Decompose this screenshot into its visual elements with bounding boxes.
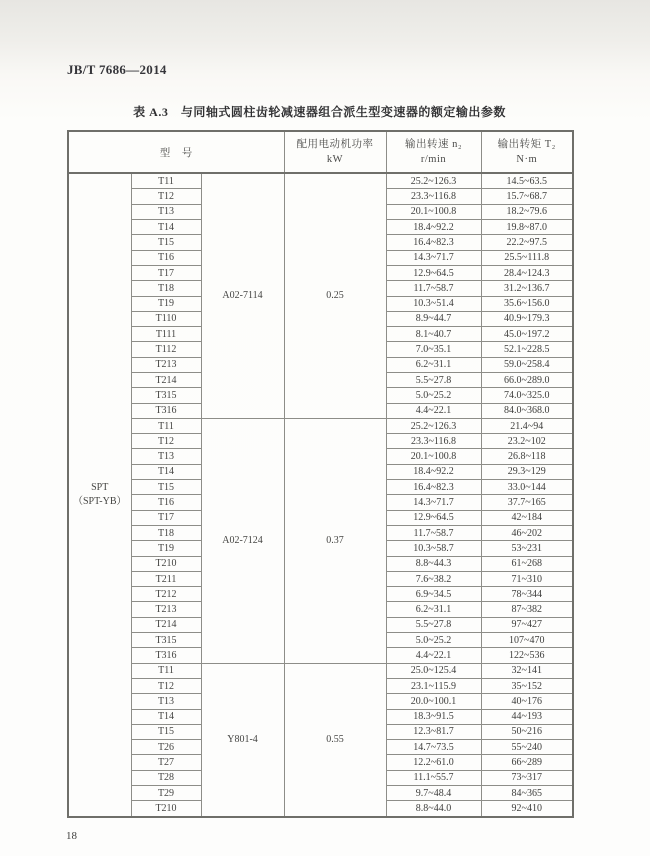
torque-cell: 15.7~68.7 [481, 189, 573, 204]
header-power [284, 131, 386, 173]
speed-cell: 4.4~22.1 [386, 403, 481, 418]
model-cell: T210 [131, 801, 201, 817]
speed-cell: 25.0~125.4 [386, 663, 481, 678]
model-cell: T13 [131, 694, 201, 709]
speed-cell: 14.3~71.7 [386, 250, 481, 265]
speed-cell: 8.8~44.0 [386, 801, 481, 817]
header-torque-unit: N·m [516, 154, 538, 165]
header-row [68, 131, 573, 173]
torque-cell: 50~216 [481, 724, 573, 739]
torque-cell: 26.8~118 [481, 449, 573, 464]
torque-cell: 55~240 [481, 740, 573, 755]
header-speed [386, 131, 481, 173]
torque-cell: 92~410 [481, 801, 573, 817]
speed-cell: 25.2~126.3 [386, 173, 481, 189]
model-cell: T18 [131, 281, 201, 296]
model-cell: T15 [131, 235, 201, 250]
speed-cell: 23.3~116.8 [386, 434, 481, 449]
speed-cell: 8.9~44.7 [386, 311, 481, 326]
torque-cell: 19.8~87.0 [481, 220, 573, 235]
torque-cell: 35.6~156.0 [481, 296, 573, 311]
model-cell: T16 [131, 495, 201, 510]
model-cell: T15 [131, 724, 201, 739]
torque-cell: 35~152 [481, 678, 573, 693]
speed-cell: 11.7~58.7 [386, 525, 481, 540]
motor-model-cell: A02-7114 [201, 173, 284, 418]
torque-cell: 22.2~97.5 [481, 235, 573, 250]
torque-cell: 59.0~258.4 [481, 357, 573, 372]
model-cell: T27 [131, 755, 201, 770]
torque-cell: 84~365 [481, 786, 573, 801]
model-cell: T26 [131, 740, 201, 755]
speed-cell: 6.2~31.1 [386, 602, 481, 617]
speed-cell: 18.4~92.2 [386, 464, 481, 479]
header-torque [481, 131, 573, 173]
speed-cell: 20.1~100.8 [386, 204, 481, 219]
header-speed-label: 输出转速 n₂ [404, 139, 463, 150]
torque-cell: 45.0~197.2 [481, 327, 573, 342]
table-row [68, 663, 573, 678]
model-cell: T14 [131, 464, 201, 479]
series-label-line2: （SPT-YB） [72, 496, 127, 507]
model-cell: T210 [131, 556, 201, 571]
torque-cell: 23.2~102 [481, 434, 573, 449]
model-cell: T110 [131, 311, 201, 326]
motor-model-cell: A02-7124 [201, 418, 284, 663]
model-cell: T19 [131, 541, 201, 556]
speed-cell: 23.1~115.9 [386, 678, 481, 693]
header-speed-unit: r/min [420, 154, 447, 165]
speed-cell: 5.0~25.2 [386, 633, 481, 648]
model-cell: T29 [131, 786, 201, 801]
power-cell: 0.25 [284, 173, 386, 418]
torque-cell: 32~141 [481, 663, 573, 678]
doc-number: JB/T 7686—2014 [67, 62, 167, 77]
table-row [68, 173, 573, 189]
table-row [68, 418, 573, 433]
model-cell: T111 [131, 327, 201, 342]
table-title: 表 A.3 与同轴式圆柱齿轮减速器组合派生型变速器的额定输出参数 [133, 105, 506, 119]
torque-cell: 52.1~228.5 [481, 342, 573, 357]
speed-cell: 12.3~81.7 [386, 724, 481, 739]
torque-cell: 28.4~124.3 [481, 265, 573, 280]
model-cell: T316 [131, 403, 201, 418]
torque-cell: 25.5~111.8 [481, 250, 573, 265]
torque-cell: 74.0~325.0 [481, 388, 573, 403]
model-cell: T112 [131, 342, 201, 357]
speed-cell: 10.3~58.7 [386, 541, 481, 556]
speed-cell: 16.4~82.3 [386, 235, 481, 250]
torque-cell: 87~382 [481, 602, 573, 617]
torque-cell: 66~289 [481, 755, 573, 770]
speed-cell: 6.2~31.1 [386, 357, 481, 372]
torque-cell: 40~176 [481, 694, 573, 709]
model-cell: T14 [131, 709, 201, 724]
torque-cell: 37.7~165 [481, 495, 573, 510]
speed-cell: 5.5~27.8 [386, 617, 481, 632]
table-body [68, 173, 573, 817]
ratings-table [67, 130, 574, 818]
power-cell: 0.55 [284, 663, 386, 817]
speed-cell: 18.4~92.2 [386, 220, 481, 235]
speed-cell: 11.1~55.7 [386, 770, 481, 785]
speed-cell: 12.2~61.0 [386, 755, 481, 770]
model-cell: T213 [131, 357, 201, 372]
model-cell: T13 [131, 449, 201, 464]
speed-cell: 8.1~40.7 [386, 327, 481, 342]
page-number: 18 [66, 830, 77, 842]
speed-cell: 11.7~58.7 [386, 281, 481, 296]
speed-cell: 8.8~44.3 [386, 556, 481, 571]
speed-cell: 4.4~22.1 [386, 648, 481, 663]
model-cell: T28 [131, 770, 201, 785]
torque-cell: 78~344 [481, 587, 573, 602]
model-cell: T214 [131, 617, 201, 632]
speed-cell: 16.4~82.3 [386, 480, 481, 495]
speed-cell: 12.9~64.5 [386, 265, 481, 280]
model-cell: T19 [131, 296, 201, 311]
model-cell: T212 [131, 587, 201, 602]
power-cell: 0.37 [284, 418, 386, 663]
speed-cell: 10.3~51.4 [386, 296, 481, 311]
model-cell: T315 [131, 633, 201, 648]
torque-cell: 53~231 [481, 541, 573, 556]
model-cell: T18 [131, 525, 201, 540]
speed-cell: 20.1~100.8 [386, 449, 481, 464]
model-cell: T315 [131, 388, 201, 403]
torque-cell: 107~470 [481, 633, 573, 648]
model-cell: T13 [131, 204, 201, 219]
torque-cell: 44~193 [481, 709, 573, 724]
speed-cell: 7.6~38.2 [386, 571, 481, 586]
torque-cell: 66.0~289.0 [481, 373, 573, 388]
model-cell: T11 [131, 663, 201, 678]
torque-cell: 33.0~144 [481, 480, 573, 495]
header-power-unit: kW [326, 154, 344, 165]
header-power-label: 配用电动机功率 [296, 139, 374, 150]
speed-cell: 7.0~35.1 [386, 342, 481, 357]
torque-cell: 97~427 [481, 617, 573, 632]
speed-cell: 25.2~126.3 [386, 418, 481, 433]
torque-cell: 46~202 [481, 525, 573, 540]
torque-cell: 29.3~129 [481, 464, 573, 479]
model-cell: T16 [131, 250, 201, 265]
torque-cell: 21.4~94 [481, 418, 573, 433]
motor-model-cell: Y801-4 [201, 663, 284, 817]
model-cell: T12 [131, 189, 201, 204]
torque-cell: 42~184 [481, 510, 573, 525]
torque-cell: 73~317 [481, 770, 573, 785]
model-cell: T17 [131, 265, 201, 280]
speed-cell: 14.7~73.5 [386, 740, 481, 755]
torque-cell: 18.2~79.6 [481, 204, 573, 219]
torque-cell: 40.9~179.3 [481, 311, 573, 326]
model-cell: T211 [131, 571, 201, 586]
speed-cell: 20.0~100.1 [386, 694, 481, 709]
torque-cell: 122~536 [481, 648, 573, 663]
speed-cell: 18.3~91.5 [386, 709, 481, 724]
torque-cell: 71~310 [481, 571, 573, 586]
model-cell: T316 [131, 648, 201, 663]
series-label-line1: SPT [91, 482, 109, 493]
torque-cell: 61~268 [481, 556, 573, 571]
speed-cell: 14.3~71.7 [386, 495, 481, 510]
model-cell: T214 [131, 373, 201, 388]
torque-cell: 14.5~63.5 [481, 173, 573, 189]
header-torque-label: 输出转矩 T₂ [497, 139, 556, 150]
torque-cell: 31.2~136.7 [481, 281, 573, 296]
model-cell: T12 [131, 434, 201, 449]
speed-cell: 5.0~25.2 [386, 388, 481, 403]
header-model: 型 号 [68, 131, 284, 173]
series-label [68, 173, 131, 817]
speed-cell: 6.9~34.5 [386, 587, 481, 602]
model-cell: T15 [131, 480, 201, 495]
torque-cell: 84.0~368.0 [481, 403, 573, 418]
model-cell: T14 [131, 220, 201, 235]
model-cell: T11 [131, 173, 201, 189]
speed-cell: 12.9~64.5 [386, 510, 481, 525]
model-cell: T17 [131, 510, 201, 525]
model-cell: T12 [131, 678, 201, 693]
speed-cell: 5.5~27.8 [386, 373, 481, 388]
model-cell: T213 [131, 602, 201, 617]
model-cell: T11 [131, 418, 201, 433]
speed-cell: 9.7~48.4 [386, 786, 481, 801]
speed-cell: 23.3~116.8 [386, 189, 481, 204]
